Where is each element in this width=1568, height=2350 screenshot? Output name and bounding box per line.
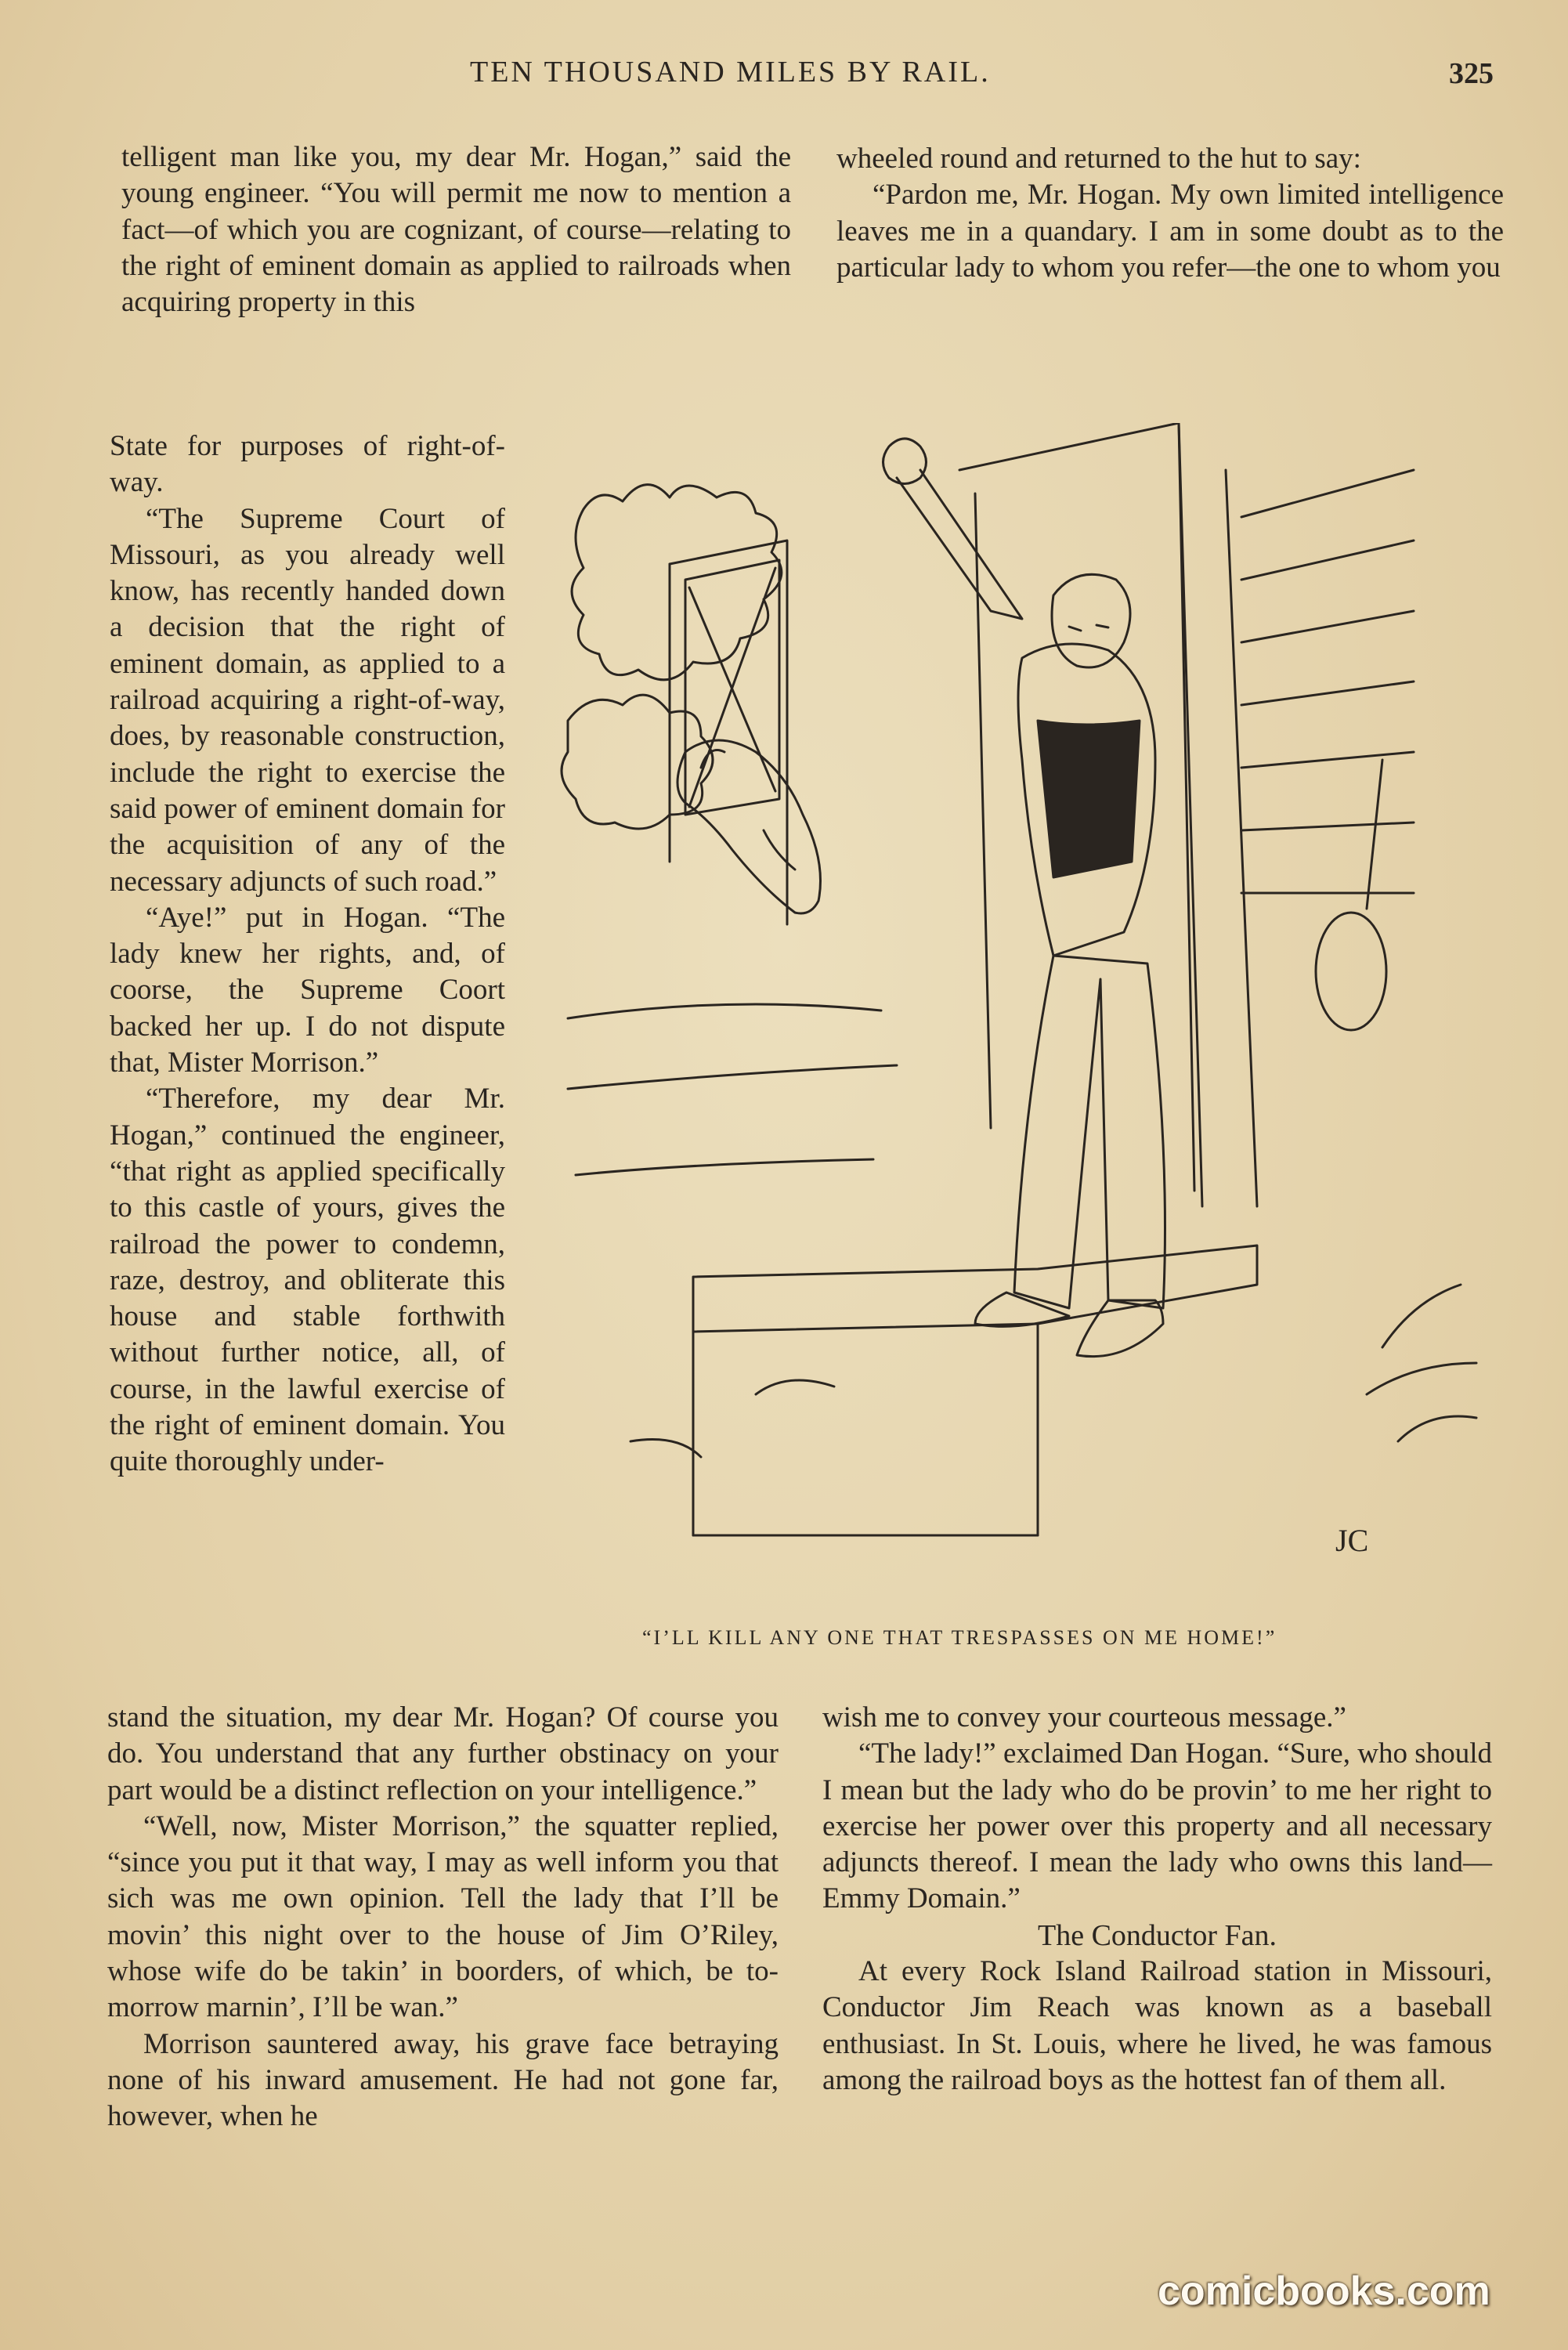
running-title: TEN THOUSAND MILES BY RAIL. xyxy=(470,56,991,89)
illustration-man-at-door xyxy=(552,423,1504,1590)
paragraph: “Pardon me, Mr. Hogan. My own limited intelligence leaves me in a quandary. I am in some doubt as to the particular lady to whom you refer—the one to whom you xyxy=(836,179,1504,284)
paragraph: wheeled round and returned to the hut to say: xyxy=(836,143,1361,175)
horse-head xyxy=(677,740,821,913)
frying-pan xyxy=(1367,760,1382,909)
page-number: 325 xyxy=(1449,57,1494,90)
paragraph: Morrison sauntered away, his grave face betraying none of his inward amusement. He had not gone far, however, when he xyxy=(107,2027,779,2133)
paragraph: “Therefore, my dear Mr. Hogan,” continued the engineer, “that right as applied specifically to this castle of yours, gives the railroad the power to condemn, raze, destroy, and obliterate this house and stable forthwith without further notice, all, of course, in the lawful exercise of the right of eminent domain. You quite thoroughly under- xyxy=(110,1083,505,1478)
illustration-caption: “I’LL KILL ANY ONE THAT TRESPASSES ON ME HOME!” xyxy=(642,1626,1277,1649)
paragraph: “The Supreme Court of Missouri, as you already well know, has recently handed down a decision that the right of eminent domain, as applied to a railroad acquiring a right-of-way, does, by reasonable construction, include the right to exercise the said power of eminent domain for the acquisition of any of the necessary adjuncts of such road.” xyxy=(110,502,505,898)
column-1-narrow-text xyxy=(110,428,505,1480)
watermark: comicbooks.com xyxy=(1158,2269,1490,2314)
tree-foliage xyxy=(562,695,713,829)
paragraph: telligent man like you, my dear Mr. Hogan,” said the young engineer. “You will permit me now to mention a fact—of which you are cognizant, of course—relating to the right of eminent domain as applied to railroads when acquiring property in this xyxy=(121,141,791,319)
stable-wall xyxy=(670,540,787,924)
man-head xyxy=(1052,574,1130,667)
paragraph: “The lady!” exclaimed Dan Hogan. “Sure, who should I mean but the lady who do be provin’ to me her right to exercise her power over this property and all necessary adjuncts thereof. I mean the lady who owns this land—Emmy Domain.” xyxy=(822,1737,1492,1915)
page-header xyxy=(0,55,1568,102)
paragraph: “Well, now, Mister Morrison,” the squatter replied, “since you put it that way, I may as well inform you that sich was me own opinion. Tell the lady that I’ll be movin’ this night over to the house of Jim O’Riley, whose wife do be takin’ in boorders, of which, be to-morrow marnin’, I’ll be wan.” xyxy=(107,1810,779,2024)
raised-arm xyxy=(897,470,1022,619)
paragraph: At every Rock Island Railroad station in Missouri, Conductor Jim Reach was known as a baseball enthusiast. In St. Louis, where he lived, he was famous among the railroad boys as the hottest fan of them all. xyxy=(822,1955,1492,2096)
paragraph: stand the situation, my dear Mr. Hogan? Of course you do. You understand that any further obstinacy on your part would be a distinct reflection on your intelligence.” xyxy=(107,1701,779,1806)
section-title: The Conductor Fan. xyxy=(1037,1918,1277,1952)
raised-fist xyxy=(883,439,927,484)
paragraph: “Aye!” put in Hogan. “The lady knew her rights, and, of coorse, the Supreme Coort backed her up. I do not dispute that, Mister Morrison.” xyxy=(110,901,505,1079)
paragraph: wish me to convey your courteous message.” xyxy=(822,1701,1346,1734)
column-2-top-text xyxy=(836,141,1504,286)
paragraph: State for purposes of right-of-way. xyxy=(110,430,505,499)
artist-initials: JC xyxy=(1335,1523,1369,1558)
column-2-bottom-text xyxy=(822,1700,1492,2099)
column-1-top-text xyxy=(121,139,791,320)
tree-foliage xyxy=(572,485,782,680)
column-1-bottom-text xyxy=(107,1700,779,2135)
man-vest xyxy=(1038,721,1140,877)
man-legs xyxy=(1014,956,1165,1308)
